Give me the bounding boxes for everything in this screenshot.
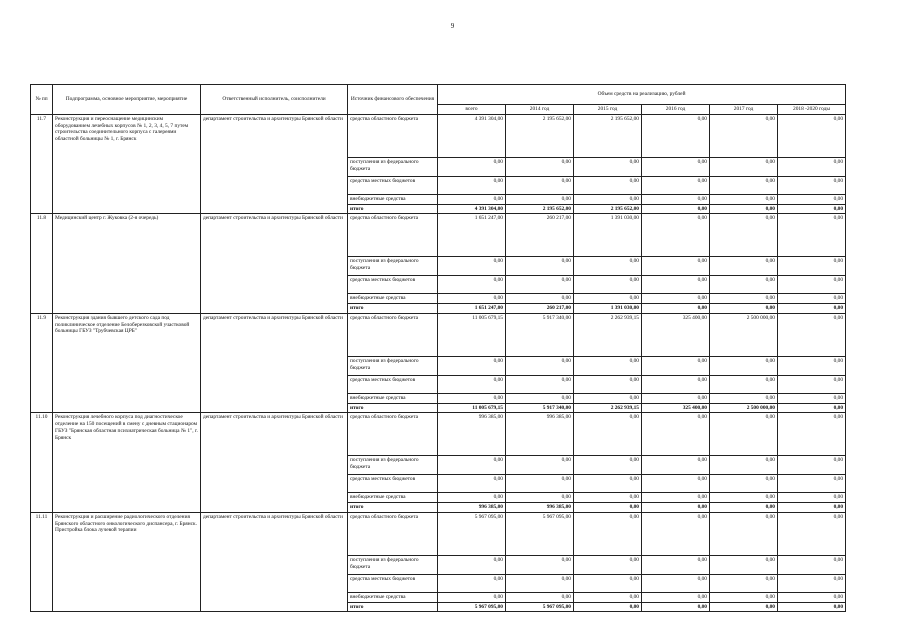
amount-cell: 0,00 [710,176,778,194]
amount-cell: 0,00 [710,512,778,555]
amount-cell: 325 400,00 [642,313,710,356]
amount-cell: 0,00 [778,574,846,592]
item-name: Реконструкция здания бывшего детского сада под поликлиническое отделение Белоберезковской участковой больницы ГБУЗ "Трубчевская ЦРБ" [53,313,201,413]
amount-cell: 0,00 [778,602,846,612]
funding-table [30,84,846,612]
amount-cell: 325 400,00 [642,403,710,413]
amount-cell: 0,00 [574,475,642,493]
funding-source: внебюджетные средства [348,592,438,602]
funding-source: средства местных бюджетов [348,375,438,393]
amount-cell: 0,00 [778,204,846,214]
amount-cell: 0,00 [506,257,574,276]
amount-cell: 0,00 [506,393,574,403]
amount-cell: 0,00 [642,257,710,276]
amount-cell: 0,00 [710,294,778,304]
amount-cell: 0,00 [778,503,846,513]
amount-cell: 0,00 [710,503,778,513]
amount-cell: 0,00 [574,602,642,612]
amount-cell: 0,00 [506,592,574,602]
funding-source: внебюджетные средства [348,493,438,503]
amount-cell: 0,00 [642,475,710,493]
amount-cell: 11 005 679,15 [438,313,506,356]
amount-cell: 0,00 [642,602,710,612]
amount-cell: 0,00 [710,157,778,176]
funding-source: поступления из федерального бюджета [348,356,438,375]
amount-cell: 0,00 [778,456,846,475]
amount-cell: 0,00 [642,503,710,513]
funding-source: средства областного бюджета [348,512,438,555]
amount-cell: 0,00 [438,393,506,403]
amount-cell: 0,00 [574,375,642,393]
amount-cell: 0,00 [642,375,710,393]
amount-cell: 0,00 [710,475,778,493]
amount-cell: 4 391 304,00 [438,114,506,157]
amount-cell: 0,00 [642,294,710,304]
amount-cell: 0,00 [642,574,710,592]
item-name: Реконструкция и переоснащение медицинским оборудованием лечебных корпусов № 1, 2, 3, 4, 5, 7 путем строительства соединительного корпуса с галереями областной больницы № 1, г. Брянск [53,114,201,214]
amount-cell: 2 195 652,00 [574,204,642,214]
table-row [31,114,846,157]
amount-cell: 0,00 [506,294,574,304]
amount-cell: 0,00 [642,214,710,257]
amount-cell: 1 391 030,00 [574,304,642,314]
item-number: 11.11 [31,512,53,612]
item-executor: департамент строительства и архитектуры Брянской области [201,214,348,314]
amount-cell: 0,00 [438,294,506,304]
amount-cell: 0,00 [438,493,506,503]
header-2014: 2014 год [506,105,574,115]
item-name: Медицинский центр г. Жуковка (2-я очередь) [53,214,201,314]
header-source: Источник финансового обеспечения [348,85,438,115]
amount-cell: 0,00 [438,176,506,194]
amount-cell: 5 967 095,00 [506,602,574,612]
amount-cell: 0,00 [506,475,574,493]
funding-source: внебюджетные средства [348,294,438,304]
amount-cell: 0,00 [778,493,846,503]
amount-cell: 0,00 [710,602,778,612]
funding-source: внебюджетные средства [348,194,438,204]
amount-cell: 0,00 [438,356,506,375]
amount-cell: 0,00 [506,356,574,375]
amount-cell: 0,00 [574,257,642,276]
funding-source: внебюджетные средства [348,393,438,403]
amount-cell: 0,00 [642,176,710,194]
table-row [31,413,846,456]
amount-cell: 0,00 [574,592,642,602]
funding-source: поступления из федерального бюджета [348,456,438,475]
amount-cell: 0,00 [778,313,846,356]
amount-cell: 0,00 [574,493,642,503]
amount-cell: 5 917 340,00 [506,313,574,356]
amount-cell: 0,00 [506,555,574,574]
item-number: 11.9 [31,313,53,413]
funding-source: поступления из федерального бюджета [348,157,438,176]
amount-cell: 0,00 [710,114,778,157]
funding-source: итого [348,204,438,214]
funding-source: итого [348,403,438,413]
amount-cell: 0,00 [574,176,642,194]
funding-source: итого [348,304,438,314]
amount-cell: 0,00 [778,194,846,204]
amount-cell: 2 262 939,15 [574,313,642,356]
amount-cell: 0,00 [778,294,846,304]
amount-cell: 5 967 095,00 [438,512,506,555]
amount-cell: 0,00 [710,413,778,456]
amount-cell: 5 917 340,00 [506,403,574,413]
amount-cell: 0,00 [778,403,846,413]
amount-cell: 0,00 [710,493,778,503]
amount-cell: 0,00 [506,276,574,294]
amount-cell: 0,00 [778,356,846,375]
amount-cell: 0,00 [642,276,710,294]
page-number: 9 [450,22,455,30]
amount-cell: 0,00 [642,157,710,176]
amount-cell: 0,00 [574,194,642,204]
amount-cell: 0,00 [642,555,710,574]
header-2016: 2016 год [642,105,710,115]
amount-cell: 0,00 [506,493,574,503]
amount-cell: 0,00 [574,157,642,176]
amount-cell: 2 262 939,15 [574,403,642,413]
funding-source: поступления из федерального бюджета [348,555,438,574]
funding-source: поступления из федерального бюджета [348,257,438,276]
amount-cell: 0,00 [710,592,778,602]
amount-cell: 0,00 [710,393,778,403]
amount-cell: 0,00 [642,413,710,456]
amount-cell: 0,00 [778,114,846,157]
header-2017: 2017 год [710,105,778,115]
amount-cell: 996 385,00 [506,503,574,513]
header-executor: Ответственный исполнитель, соисполнители [201,85,348,115]
amount-cell: 0,00 [710,257,778,276]
amount-cell: 0,00 [438,555,506,574]
amount-cell: 0,00 [778,257,846,276]
amount-cell: 0,00 [438,475,506,493]
amount-cell: 0,00 [574,456,642,475]
amount-cell: 0,00 [438,456,506,475]
amount-cell: 0,00 [778,157,846,176]
table-row [31,512,846,555]
amount-cell: 0,00 [778,375,846,393]
amount-cell: 2 500 000,00 [710,313,778,356]
header-no: № пп [31,85,53,115]
funding-source: средства областного бюджета [348,214,438,257]
funding-source: средства областного бюджета [348,313,438,356]
funding-source: итого [348,503,438,513]
table-row [31,313,846,356]
amount-cell: 0,00 [438,276,506,294]
amount-cell: 0,00 [710,574,778,592]
amount-cell: 0,00 [778,176,846,194]
amount-cell: 0,00 [506,456,574,475]
amount-cell: 0,00 [778,413,846,456]
funding-source: средства местных бюджетов [348,574,438,592]
funding-source: средства местных бюджетов [348,176,438,194]
amount-cell: 0,00 [778,512,846,555]
amount-cell: 1 651 247,00 [438,304,506,314]
amount-cell: 0,00 [710,214,778,257]
item-number: 11.10 [31,413,53,513]
item-number: 11.7 [31,114,53,214]
amount-cell: 996 385,00 [438,413,506,456]
amount-cell: 0,00 [438,574,506,592]
amount-cell: 0,00 [710,304,778,314]
amount-cell: 0,00 [710,375,778,393]
amount-cell: 0,00 [642,393,710,403]
amount-cell: 1 651 247,00 [438,214,506,257]
item-name: Реконструкция и расширение радиологического отделения Брянского областного онкологического диспансера, г. Брянск. Пристройка блока лучевой терапии [53,512,201,612]
amount-cell: 260 217,00 [506,214,574,257]
amount-cell: 0,00 [642,356,710,375]
header-volume: Объем средств на реализацию, рублей [438,85,846,105]
header-2018-2020: 2018 -2020 годы [778,105,846,115]
amount-cell: 4 391 304,00 [438,204,506,214]
amount-cell: 0,00 [438,375,506,393]
amount-cell: 0,00 [642,304,710,314]
amount-cell: 0,00 [642,493,710,503]
header-total: всего [438,105,506,115]
amount-cell: 0,00 [710,204,778,214]
amount-cell: 2 195 652,00 [506,114,574,157]
amount-cell: 5 967 095,00 [506,512,574,555]
amount-cell: 0,00 [506,194,574,204]
amount-cell: 0,00 [778,475,846,493]
amount-cell: 996 385,00 [506,413,574,456]
funding-source: средства областного бюджета [348,413,438,456]
amount-cell: 0,00 [506,176,574,194]
amount-cell: 260 217,00 [506,304,574,314]
amount-cell: 0,00 [710,555,778,574]
amount-cell: 0,00 [642,114,710,157]
amount-cell: 0,00 [438,194,506,204]
amount-cell: 0,00 [506,375,574,393]
amount-cell: 0,00 [710,276,778,294]
amount-cell: 0,00 [574,574,642,592]
amount-cell: 5 967 095,00 [438,602,506,612]
amount-cell: 0,00 [710,356,778,375]
funding-source: итого [348,602,438,612]
amount-cell: 0,00 [574,356,642,375]
amount-cell: 11 005 679,15 [438,403,506,413]
amount-cell: 0,00 [642,512,710,555]
amount-cell: 0,00 [574,393,642,403]
item-executor: департамент строительства и архитектуры Брянской области [201,313,348,413]
amount-cell: 0,00 [438,592,506,602]
amount-cell: 0,00 [574,276,642,294]
amount-cell: 996 385,00 [438,503,506,513]
header-program: Подпрограмма, основное мероприятие, мероприятие [53,85,201,115]
amount-cell: 0,00 [574,555,642,574]
amount-cell: 0,00 [642,456,710,475]
item-executor: департамент строительства и архитектуры Брянской области [201,413,348,513]
table-row [31,214,846,257]
amount-cell: 0,00 [438,257,506,276]
amount-cell: 0,00 [778,393,846,403]
amount-cell: 0,00 [778,214,846,257]
amount-cell: 2 195 652,00 [506,204,574,214]
amount-cell: 0,00 [778,276,846,294]
amount-cell: 0,00 [642,194,710,204]
amount-cell: 0,00 [574,503,642,513]
amount-cell: 2 195 652,00 [574,114,642,157]
amount-cell: 0,00 [506,157,574,176]
amount-cell: 0,00 [778,304,846,314]
item-executor: департамент строительства и архитектуры Брянской области [201,114,348,214]
amount-cell: 0,00 [506,574,574,592]
header-2015: 2015 год [574,105,642,115]
item-executor: департамент строительства и архитектуры Брянской области [201,512,348,612]
amount-cell: 1 391 030,00 [574,214,642,257]
item-name: Реконструкция лечебного корпуса под диагностическое отделение на 150 посещений в смену с дневным стационаром ГБУЗ "Брянская областная психиатрическая больница № 1", г. Брянск [53,413,201,513]
amount-cell: 2 500 000,00 [710,403,778,413]
amount-cell: 0,00 [642,204,710,214]
amount-cell: 0,00 [574,294,642,304]
amount-cell: 0,00 [438,157,506,176]
amount-cell: 0,00 [642,592,710,602]
amount-cell: 0,00 [574,512,642,555]
amount-cell: 0,00 [778,592,846,602]
item-number: 11.8 [31,214,53,314]
amount-cell: 0,00 [778,555,846,574]
amount-cell: 0,00 [710,194,778,204]
funding-source: средства местных бюджетов [348,276,438,294]
amount-cell: 0,00 [710,456,778,475]
funding-source: средства местных бюджетов [348,475,438,493]
amount-cell: 0,00 [574,413,642,456]
funding-source: средства областного бюджета [348,114,438,157]
